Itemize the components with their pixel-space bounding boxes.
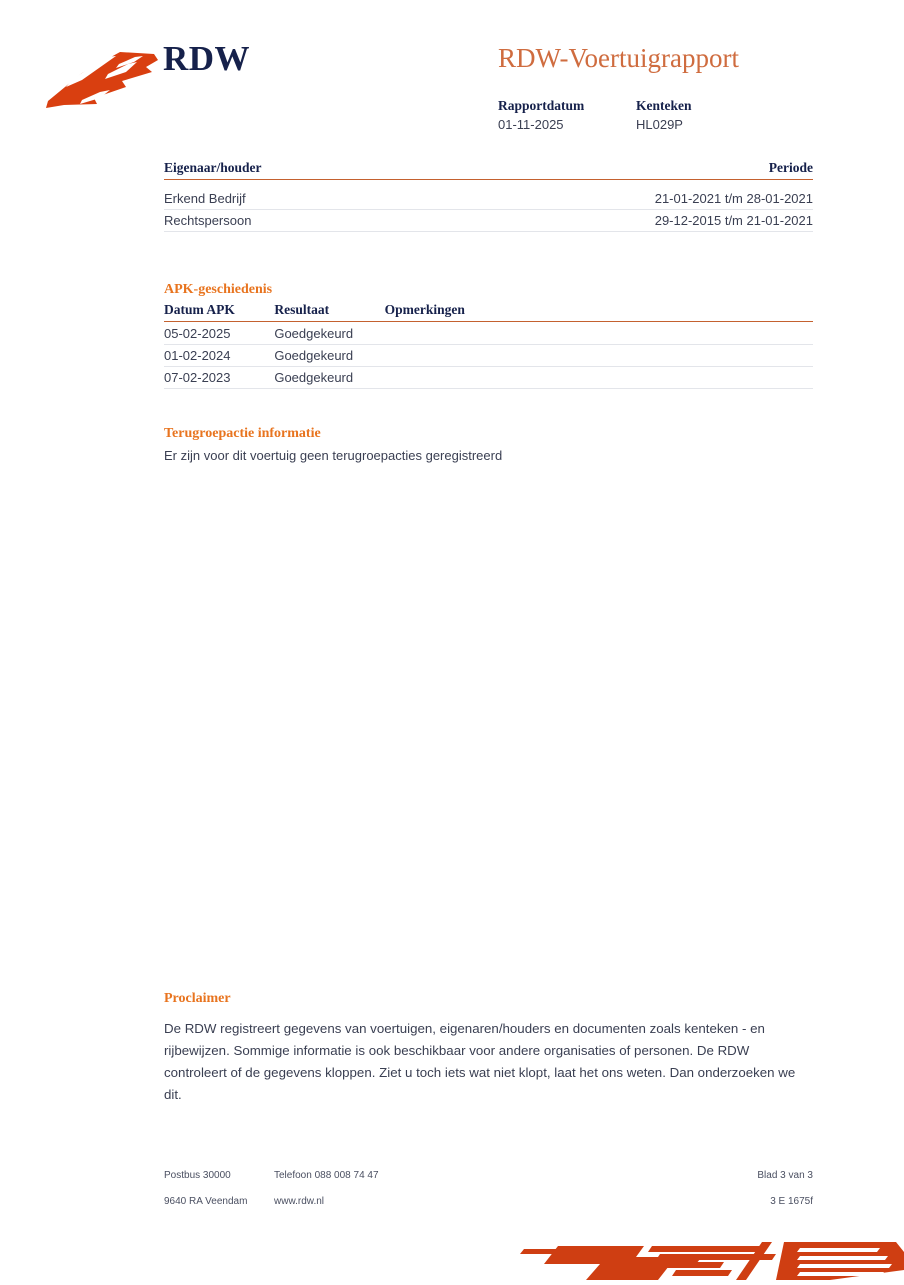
table-row xyxy=(164,210,813,232)
footer-form-code: 3 E 1675f xyxy=(770,1196,813,1207)
owner-period: 21-01-2021 t/m 28-01-2021 xyxy=(521,180,813,210)
owner-column-header: Eigenaar/houder xyxy=(164,160,521,180)
apk-history-table xyxy=(164,302,813,389)
apk-remarks xyxy=(385,367,813,389)
apk-table-header-row xyxy=(164,302,813,322)
apk-result: Goedgekeurd xyxy=(274,367,384,389)
page-title: RDW-Voertuigrapport xyxy=(498,43,739,73)
page-footer xyxy=(164,1170,813,1222)
rdw-speed-stripes-icon xyxy=(500,1222,904,1280)
recall-heading: Terugroepactie informatie xyxy=(164,426,321,441)
apk-history-heading: APK-geschiedenis xyxy=(164,282,273,297)
disclaimer-section xyxy=(164,990,813,1106)
report-meta xyxy=(498,97,818,135)
footer-website[interactable]: www.rdw.nl xyxy=(274,1196,325,1207)
disclaimer-heading: Proclaimer xyxy=(164,991,231,1006)
owner-table-header-row xyxy=(164,160,813,180)
report-date-label: Rapportdatum xyxy=(498,98,585,113)
recall-text: Er zijn voor dit voertuig geen terugroepacties geregistreerd xyxy=(164,448,503,463)
license-plate-value: HL029P xyxy=(636,117,683,132)
footer-postbus: Postbus 30000 xyxy=(164,1170,231,1181)
report-meta-values xyxy=(498,115,818,135)
apk-result: Goedgekeurd xyxy=(274,345,384,367)
apk-result: Goedgekeurd xyxy=(274,322,384,345)
disclaimer-text: De RDW registreert gegevens van voertuigen, eigenaren/houders en documenten zoals kenteken - en rijbewijzen. Sommige informatie is ook beschikbaar voor andere organisaties of personen. De RDW controleert of de gegevens kloppen. Ziet u toch iets wat niet klopt, laat het ons weten. Dan onderzoeken we dit. xyxy=(164,1021,796,1102)
footer-row-one xyxy=(164,1170,813,1196)
apk-remarks-column-header: Opmerkingen xyxy=(385,302,813,322)
footer-phone: Telefoon 088 008 74 47 xyxy=(274,1170,379,1181)
table-row xyxy=(164,367,813,389)
apk-date: 01-02-2024 xyxy=(164,345,274,367)
owner-name: Rechtspersoon xyxy=(164,210,521,232)
owner-table xyxy=(164,160,813,232)
report-meta-labels xyxy=(498,97,818,115)
apk-date-column-header: Datum APK xyxy=(164,302,274,322)
license-plate-label: Kenteken xyxy=(636,98,692,113)
owner-period: 29-12-2015 t/m 21-01-2021 xyxy=(521,210,813,232)
table-row xyxy=(164,345,813,367)
period-column-header: Periode xyxy=(521,160,813,180)
footer-page-label: Blad 3 van 3 xyxy=(757,1170,813,1181)
apk-result-column-header: Resultaat xyxy=(274,302,384,322)
rdw-wordmark: RDW xyxy=(163,39,251,78)
owner-section xyxy=(164,160,813,232)
apk-date: 07-02-2023 xyxy=(164,367,274,389)
apk-date: 05-02-2025 xyxy=(164,322,274,345)
table-row xyxy=(164,180,813,210)
footer-city: 9640 RA Veendam xyxy=(164,1196,248,1207)
report-date-value: 01-11-2025 xyxy=(498,117,564,132)
owner-name: Erkend Bedrijf xyxy=(164,180,521,210)
footer-row-two xyxy=(164,1196,813,1222)
table-row xyxy=(164,322,813,345)
apk-remarks xyxy=(385,345,813,367)
recall-section xyxy=(164,425,813,465)
rdw-feather-logo-icon xyxy=(42,40,160,112)
apk-history-section xyxy=(164,281,813,389)
apk-remarks xyxy=(385,322,813,345)
